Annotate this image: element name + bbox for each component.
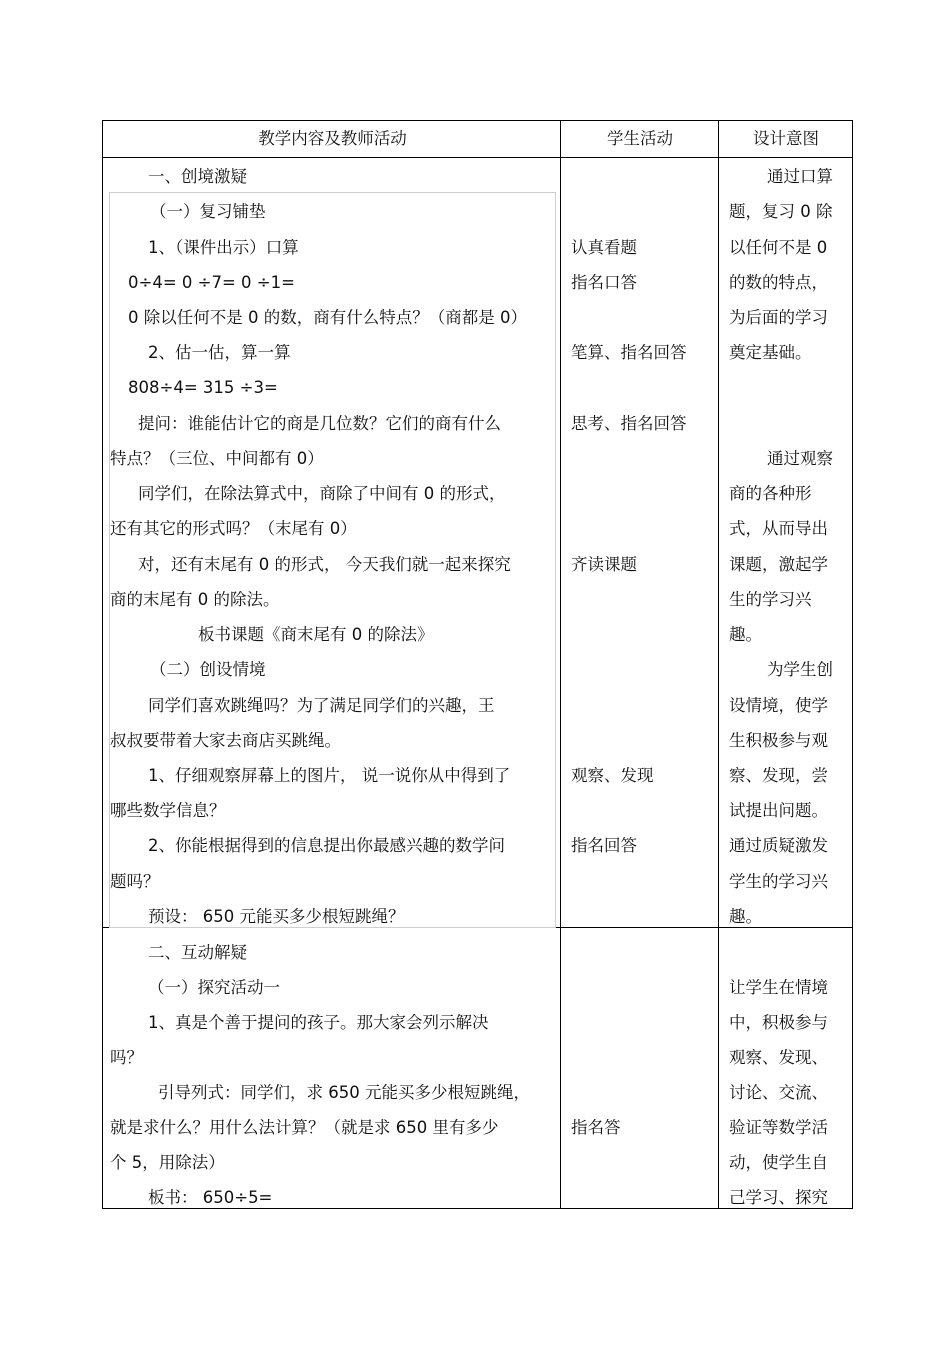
design-intent-line: 动，使学生自 [729, 1153, 828, 1172]
content-line: 2、估一估，算一算 [148, 343, 291, 362]
design-intent-line: 奠定基础。 [729, 343, 812, 362]
content-line: 还有其它的形式吗？（末尾有 0） [110, 519, 357, 538]
subsection-title: （一）探究活动一 [148, 978, 280, 997]
subsection-title: （二）创设情境 [150, 660, 266, 679]
student-activity: 齐读课题 [571, 555, 637, 574]
design-intent-line: 察、发现，尝 [729, 766, 828, 785]
subsection-title: （一）复习铺垫 [150, 202, 266, 221]
content-line: 对，还有末尾有 0 的形式， 今天我们就一起来探究 [138, 555, 511, 574]
column-divider [718, 121, 719, 1208]
content-line: 哪些数学信息？ [110, 801, 226, 820]
content-line: 板书： 650÷5= [148, 1188, 273, 1207]
design-intent-line: 通过质疑激发 [729, 836, 828, 855]
design-intent-line: 生的学习兴 [729, 590, 812, 609]
content-line: 题吗？ [110, 872, 160, 891]
content-line: 1、真是个善于提问的孩子。那大家会列示解决 [148, 1013, 489, 1032]
content-line: 0÷4= 0 ÷7= 0 ÷1= [128, 273, 295, 292]
content-line: 同学们，在除法算式中，商除了中间有 0 的形式， [138, 484, 506, 503]
design-intent-line: 生积极参与观 [729, 731, 828, 750]
design-intent-line: 题，复习 0 除 [729, 202, 833, 221]
content-line: 板书课题《商末尾有 0 的除法》 [198, 625, 434, 644]
section-title: 二、互动解疑 [148, 943, 247, 962]
design-intent-line: 让学生在情境 [729, 978, 828, 997]
student-activity: 认真看题 [571, 238, 637, 257]
design-intent-line: 己学习、探究 [729, 1188, 828, 1207]
content-line: 预设： 650 元能买多少根短跳绳？ [148, 907, 405, 926]
content-line: 0 除以任何不是 0 的数，商有什么特点？（商都是 0） [128, 308, 527, 327]
design-intent-line: 通过口算 [767, 167, 833, 186]
header-divider [103, 157, 852, 158]
content-line: 1、仔细观察屏幕上的图片， 说一说你从中得到了 [148, 766, 511, 785]
design-intent-line: 趣。 [729, 907, 762, 926]
content-line: 叔叔要带着大家去商店买跳绳。 [110, 731, 341, 750]
content-line: 1、（课件出示）口算 [148, 238, 299, 257]
design-intent-line: 商的各种形 [729, 484, 812, 503]
design-intent-line: 验证等数学活 [729, 1118, 828, 1137]
design-intent-line: 学生的学习兴 [729, 872, 828, 891]
content-line: 808÷4= 315 ÷3= [128, 378, 278, 397]
design-intent-line: 课题，激起学 [729, 555, 828, 574]
student-activity: 指名回答 [571, 836, 637, 855]
content-line: 吗？ [110, 1048, 143, 1067]
content-line: 商的末尾有 0 的除法。 [110, 590, 280, 609]
header-teaching-content: 教学内容及教师活动 [258, 129, 407, 148]
student-activity: 思考、指名回答 [571, 414, 687, 433]
student-activity: 指名答 [571, 1118, 621, 1137]
design-intent-line: 讨论、交流、 [729, 1083, 828, 1102]
design-intent-line: 中，积极参与 [729, 1013, 828, 1032]
header-design-intent: 设计意图 [753, 129, 819, 148]
content-line: 引导列式：同学们，求 650 元能买多少根短跳绳， [158, 1083, 530, 1102]
design-intent-line: 趣。 [729, 625, 762, 644]
content-line: 同学们喜欢跳绳吗？为了满足同学们的兴趣，王 [148, 696, 495, 715]
design-intent-line: 通过观察 [767, 449, 833, 468]
content-line: 个 5，用除法） [110, 1153, 225, 1172]
design-intent-line: 为学生创 [767, 660, 833, 679]
content-line: 2、你能根据得到的信息提出你最感兴趣的数学问 [148, 836, 505, 855]
design-intent-line: 以任何不是 0 [729, 238, 828, 257]
student-activity: 指名口答 [571, 273, 637, 292]
header-student-activity: 学生活动 [607, 129, 673, 148]
design-intent-line: 式，从而导出 [729, 519, 828, 538]
column-divider [560, 121, 561, 1208]
student-activity: 笔算、指名回答 [571, 343, 687, 362]
design-intent-line: 的数的特点， [729, 273, 828, 292]
content-line: 提问：谁能估计它的商是几位数？它们的商有什么 [138, 414, 501, 433]
content-line: 特点？（三位、中间都有 0） [110, 449, 324, 468]
design-intent-line: 观察、发现、 [729, 1048, 828, 1067]
section-title: 一、创境激疑 [148, 167, 247, 186]
content-line: 就是求什么？用什么法计算？（就是求 650 里有多少 [110, 1118, 499, 1137]
design-intent-line: 为后面的学习 [729, 308, 828, 327]
design-intent-line: 试提出问题。 [729, 801, 828, 820]
design-intent-line: 设情境，使学 [729, 696, 828, 715]
student-activity: 观察、发现 [571, 766, 654, 785]
